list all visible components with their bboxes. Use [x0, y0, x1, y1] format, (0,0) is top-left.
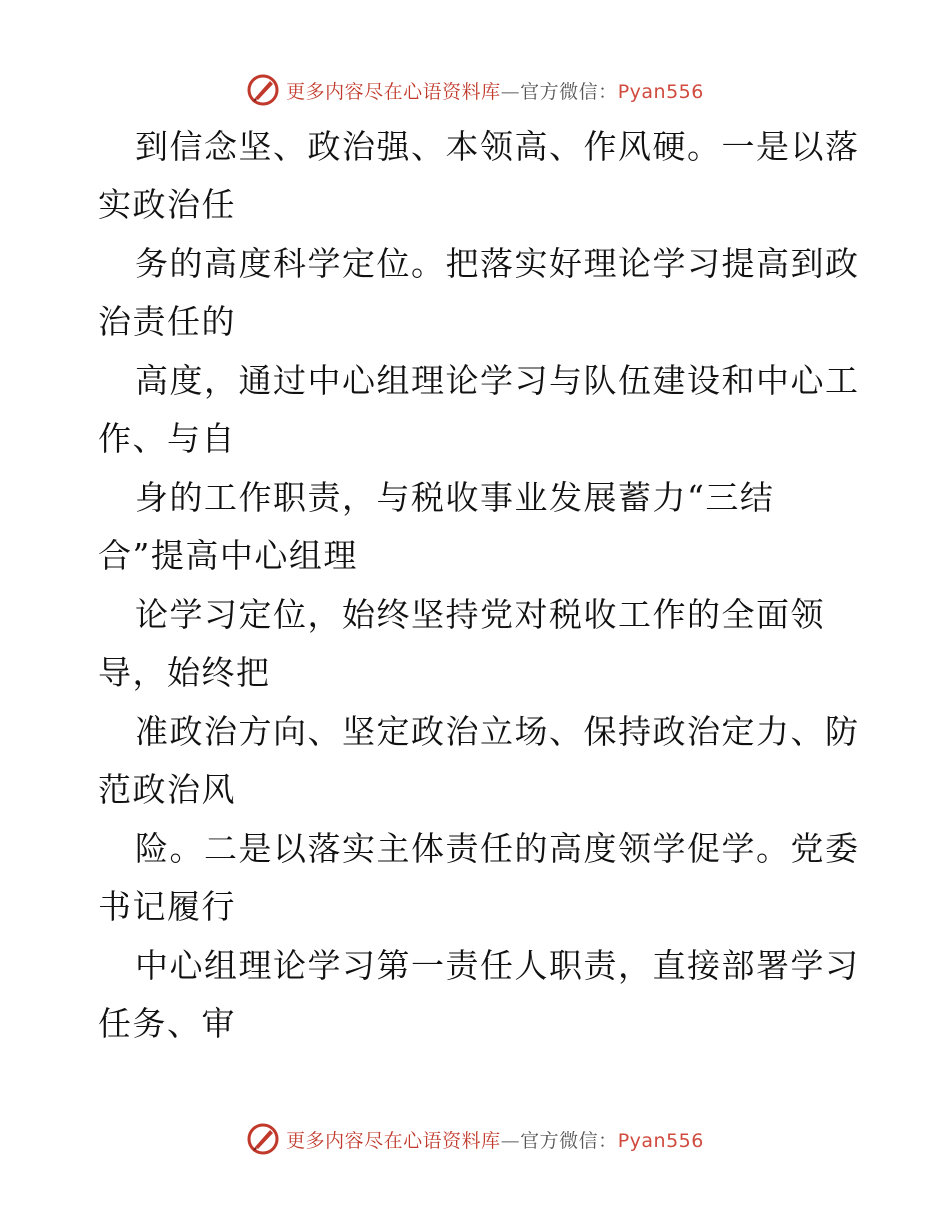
text-line: 中心组理论学习第一责任人职责，直接部署学习	[135, 946, 860, 985]
text-line: 实政治任	[98, 185, 236, 224]
text-line: 合”提高中心组理	[98, 536, 358, 575]
text-line: 作、与自	[98, 419, 236, 458]
text-line: 导，始终把	[98, 653, 271, 692]
text-line: 论学习定位，始终坚持党对税收工作的全面领	[135, 595, 825, 634]
watermark-dash: —	[500, 80, 521, 103]
text-line: 范政治风	[98, 770, 236, 809]
footer-watermark	[0, 1119, 950, 1159]
text-line: 高度，通过中心组理论学习与队伍建设和中心工	[135, 361, 860, 400]
watermark-wechat-label: 官方微信：	[520, 80, 618, 103]
text-line: 务的高度科学定位。把落实好理论学习提高到政	[135, 244, 860, 283]
watermark-dash: —	[500, 1129, 521, 1152]
text-line: 书记履行	[98, 887, 236, 926]
watermark-site-text: 更多内容尽在心语资料库	[286, 1129, 501, 1152]
text-line: 准政治方向、坚定政治立场、保持政治定力、防	[135, 712, 860, 751]
watermark-site-text: 更多内容尽在心语资料库	[286, 80, 501, 103]
quill-pen-logo-icon	[246, 1122, 280, 1156]
text-line: 身的工作职责，与税收事业发展蓄力“三结	[135, 478, 775, 517]
watermark-account: Pyan556	[617, 80, 704, 103]
text-line: 险。二是以落实主体责任的高度领学促学。党委	[135, 829, 860, 868]
text-line: 治责任的	[98, 302, 236, 341]
watermark-account: Pyan556	[617, 1129, 704, 1152]
text-line: 到信念坚、政治强、本领高、作风硬。一是以落	[135, 127, 860, 166]
watermark-wechat-label: 官方微信：	[520, 1129, 618, 1152]
text-line: 任务、审	[98, 1004, 236, 1043]
